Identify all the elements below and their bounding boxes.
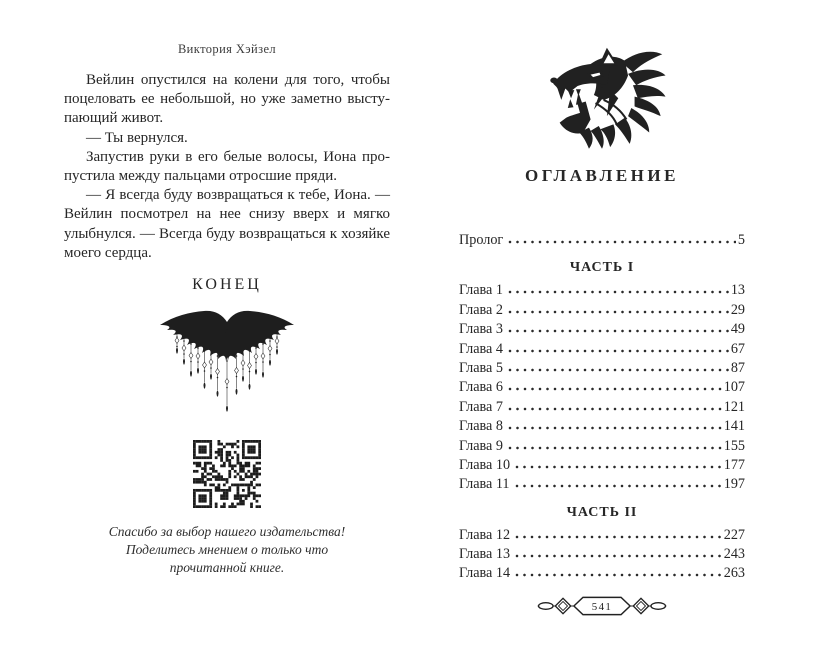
publisher-note-line: Спасибо за выбор нашего издательства!: [108, 524, 346, 540]
toc-entry-label: Глава 3: [459, 321, 503, 338]
toc-entry-page: 49: [730, 321, 745, 338]
toc-entry-label: Глава 7: [459, 398, 503, 415]
toc-dot-leader: [508, 290, 729, 294]
wolf-illustration: [459, 38, 745, 152]
publisher-note-line: Поделитесь мнением о только что: [125, 542, 329, 558]
toc-entry-page: 177: [723, 456, 745, 473]
toc-entry: [459, 341, 745, 360]
toc-entry: [459, 232, 745, 251]
toc-dot-leader: [515, 535, 722, 539]
toc-dot-leader: [508, 387, 722, 391]
toc-part-heading: ЧАСТЬ I: [569, 260, 635, 276]
toc-entry-label: Глава 10: [459, 456, 511, 473]
page-number-ornament: [459, 593, 745, 619]
toc-entry-label: Глава 1: [459, 282, 503, 299]
toc-dot-leader: [508, 407, 722, 411]
toc-dot-leader: [508, 368, 729, 372]
page-number: 541: [591, 600, 613, 613]
toc-entry-label: Глава 8: [459, 418, 503, 435]
toc-entry-page: 243: [723, 546, 745, 563]
toc-entry: [459, 476, 745, 495]
toc-dot-leader: [508, 329, 729, 333]
end-label: КОНЕЦ: [192, 276, 262, 294]
toc-entry: [459, 565, 745, 584]
toc-entry: [459, 399, 745, 418]
toc-entry-page: 87: [730, 359, 745, 376]
toc-entry: [459, 302, 745, 321]
toc-entry-page: 67: [730, 340, 745, 357]
toc-entry-label: Глава 12: [459, 526, 511, 543]
toc-entry-page: 5: [737, 232, 745, 248]
toc-dot-leader: [508, 426, 722, 430]
toc-entry-label: Глава 4: [459, 340, 503, 357]
publisher-note-line: прочитанной книге.: [169, 560, 285, 576]
toc-entry: [459, 527, 745, 546]
toc-entry-page: 263: [723, 565, 745, 582]
toc-entry-page: 13: [730, 282, 745, 299]
story-paragraph: — Ты вернулся.: [86, 129, 188, 146]
toc-entry-page: 121: [723, 398, 745, 415]
toc-part-heading: ЧАСТЬ II: [566, 504, 638, 520]
left-page: [64, 42, 390, 577]
story-paragraph: Запустив руки в его белые волосы, Иона пропустила между пальцами отросшие пряди.: [64, 148, 390, 185]
toc-dot-leader: [508, 240, 736, 244]
toc-dot-leader: [508, 310, 729, 314]
toc-entry-page: 227: [723, 526, 745, 543]
toc-entry: [459, 360, 745, 379]
toc-dot-leader: [508, 446, 722, 450]
toc-entry: [459, 438, 745, 457]
right-page: [459, 24, 745, 619]
raven-illustration: [64, 299, 390, 414]
toc-entry: [459, 379, 745, 398]
toc-entry-label: Глава 5: [459, 359, 503, 376]
toc-dot-leader: [515, 554, 722, 558]
publisher-note: [64, 523, 390, 577]
toc-entry-label: Глава 13: [459, 546, 511, 563]
toc-entry: [459, 457, 745, 476]
toc-dot-leader: [515, 484, 722, 488]
toc-entry-label: Глава 11: [459, 476, 510, 493]
toc-title: ОГЛАВЛЕНИЕ: [525, 166, 679, 185]
toc-entry: [459, 546, 745, 565]
toc-entry: [459, 282, 745, 301]
toc-entry: [459, 418, 745, 437]
qr-code: [64, 440, 390, 508]
toc-dot-leader: [515, 465, 722, 469]
toc-entry-label: Пролог: [459, 232, 504, 248]
toc-entry: [459, 321, 745, 340]
story-paragraph: Вейлин опустился на колени для того, чтобы поцеловать ее небольшой, но уже заметно выступающий живот.: [64, 72, 390, 127]
toc-entry-page: 155: [723, 437, 745, 454]
toc-dot-leader: [515, 573, 722, 577]
toc-entry-label: Глава 2: [459, 301, 503, 318]
toc-entry-label: Глава 9: [459, 437, 503, 454]
toc-entry-label: Глава 6: [459, 379, 503, 396]
toc-entry-page: 29: [730, 301, 745, 318]
toc-list: [459, 232, 745, 585]
author-name: Виктория Хэйзел: [177, 42, 277, 56]
story-text: [64, 71, 390, 263]
toc-entry-page: 141: [723, 418, 745, 435]
toc-dot-leader: [508, 349, 729, 353]
story-paragraph: — Я всегда буду возвращаться к тебе, Иона. — Вейлин посмотрел на нее снизу вверх и мягко улыбнулся. — Всегда буду возвращаться к хозяйке моего сердца.: [64, 187, 390, 261]
toc-entry-label: Глава 14: [459, 565, 511, 582]
toc-entry-page: 107: [723, 379, 745, 396]
toc-entry-page: 197: [723, 476, 745, 493]
